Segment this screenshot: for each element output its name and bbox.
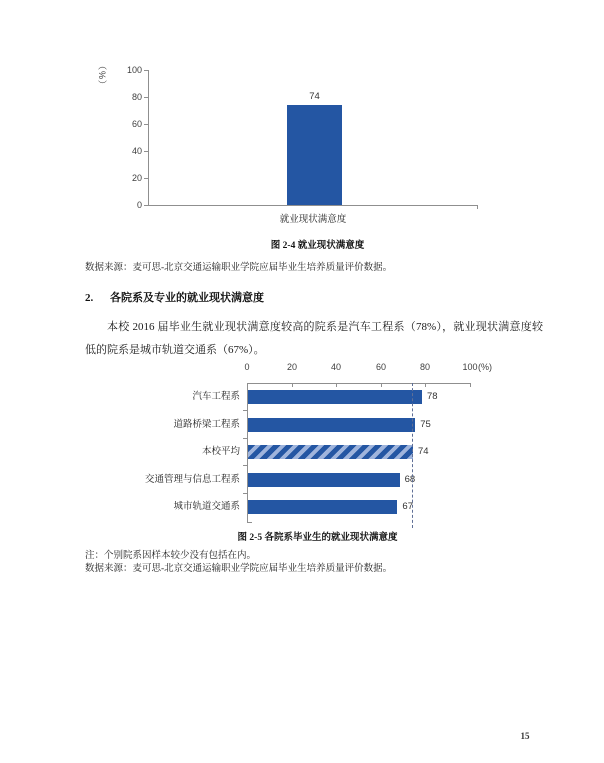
- x-axis-line: [148, 205, 478, 206]
- figure-2-5-note: 注：个别院系因样本较少没有包括在内。: [85, 551, 257, 561]
- body-paragraph: 本校 2016 届毕业生就业现状满意度较高的院系是汽车工程系（78%），就业现状满意度较低的院系是城市轨道交通系（67%）。: [85, 321, 543, 356]
- chart2-category-label: 城市轨道交通系: [173, 502, 240, 512]
- top-axis-line: [247, 383, 471, 384]
- axis-tick: [243, 493, 248, 494]
- figure-2-4-source: 数据来源：麦可思-北京交通运输职业学院应届毕业生培养质量评价数据。: [85, 263, 393, 273]
- x-tick-label: 20: [286, 362, 297, 372]
- axis-tick: [381, 383, 382, 387]
- chart2-row: [0, 500, 604, 514]
- figure-2-5-source: 数据来源：麦可思-北京交通运输职业学院应届毕业生培养质量评价数据。: [85, 564, 393, 574]
- chart2-row: [0, 473, 604, 487]
- axis-tick: [425, 383, 426, 387]
- x-tick-label: 0: [244, 362, 250, 372]
- chart2-category-label: 交通管理与信息工程系: [144, 475, 240, 485]
- axis-tick: [243, 465, 248, 466]
- y-tick-label: 100: [126, 65, 142, 75]
- axis-tick: [243, 438, 248, 439]
- chart2-row: [0, 445, 604, 459]
- axis-tick: [144, 178, 149, 179]
- y-tick-label: 40: [131, 146, 142, 156]
- x-tick-label: 40: [330, 362, 341, 372]
- section-number: 2.: [85, 292, 94, 304]
- y-tick-label: 80: [131, 92, 142, 102]
- chart2-row: [0, 418, 604, 432]
- chart2-bar-value-label: 74: [418, 446, 429, 457]
- x-tick-label: 60: [375, 362, 386, 372]
- page-number: 15: [520, 731, 530, 741]
- chart2-bar-average-hatched: [248, 445, 413, 459]
- axis-tick: [477, 205, 478, 209]
- chart2-bar-value-label: 68: [404, 474, 416, 485]
- y-axis-line: [148, 70, 149, 206]
- axis-tick: [144, 70, 149, 71]
- axis-tick: [144, 205, 149, 206]
- chart1-bar-value-label: 74: [309, 91, 320, 103]
- section-title: 各院系及专业的就业现状满意度: [110, 292, 264, 304]
- axis-tick: [247, 383, 248, 387]
- chart2-bar-value-label: 67: [402, 501, 413, 512]
- y-tick-label: 20: [131, 173, 142, 183]
- average-reference-line: [412, 383, 413, 528]
- chart2-bar: [248, 473, 400, 487]
- chart2-bar-value-label: 75: [420, 419, 431, 430]
- figure-2-5-caption: 图 2-5 各院系毕业生的就业现状满意度: [237, 533, 398, 543]
- x-tick-label: 80: [419, 362, 430, 372]
- axis-tick: [470, 383, 471, 387]
- y-axis-unit-label: （%）: [97, 61, 107, 91]
- chart2-bar-value-label: 78: [426, 391, 438, 402]
- figure-2-4-caption: 图 2-4 就业现状满意度: [270, 241, 365, 251]
- axis-tick: [144, 151, 149, 152]
- chart2-category-label: 道路桥梁工程系: [173, 420, 240, 430]
- axis-tick: [144, 124, 149, 125]
- chart2-row: [0, 390, 604, 404]
- x-axis-unit-label: (%): [478, 362, 492, 372]
- axis-tick: [292, 383, 293, 387]
- y-tick-label: 60: [131, 119, 142, 129]
- axis-tick: [243, 410, 248, 411]
- chart2-category-label: 本校平均: [201, 447, 240, 457]
- axis-tick: [336, 383, 337, 387]
- chart1-bar: [287, 105, 342, 205]
- y-tick-label: 0: [136, 200, 142, 210]
- axis-tick: [247, 522, 252, 523]
- axis-tick: [144, 97, 149, 98]
- chart1-category-label: 就业现状满意度: [279, 215, 347, 225]
- chart2-bar: [248, 390, 422, 404]
- chart2-bar: [248, 500, 397, 514]
- section-heading: [85, 289, 264, 305]
- x-tick-label: 100: [462, 362, 478, 372]
- chart2-category-label: 汽车工程系: [192, 392, 240, 402]
- chart2-bar: [248, 418, 415, 432]
